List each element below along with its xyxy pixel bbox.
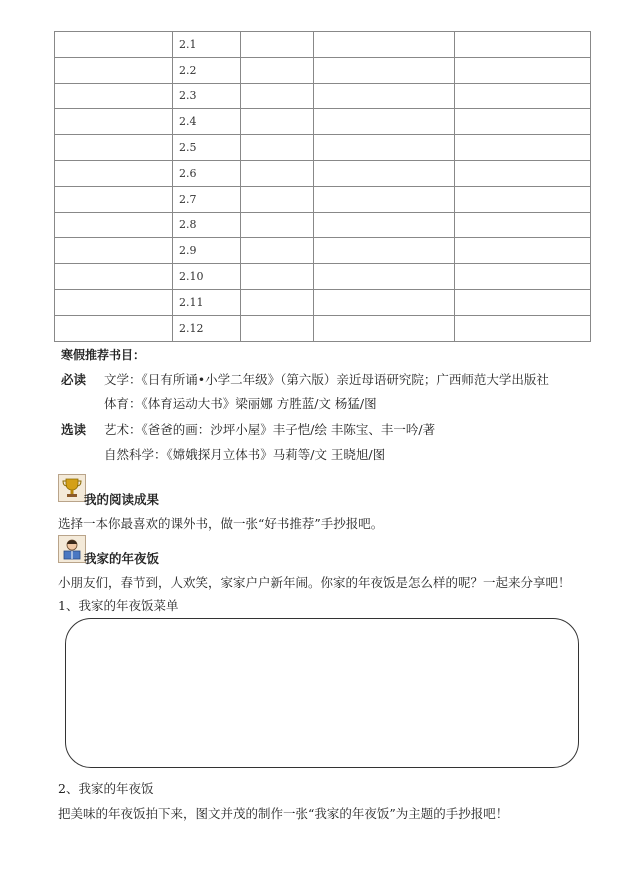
date-cell: 2.12 [173, 315, 241, 341]
empty-cell [455, 135, 591, 161]
empty-cell [55, 32, 173, 58]
required-book-1: 文学：《日有所诵•小学二年级》（第六版）亲近母语研究院；广西师范大学出版社 [104, 372, 549, 387]
table-row [55, 83, 591, 109]
reading-instruction: 选择一本你最喜欢的课外书，做一张“好书推荐”手抄报吧。 [58, 516, 384, 531]
empty-cell [241, 186, 314, 212]
empty-cell [314, 186, 455, 212]
table-row [55, 315, 591, 341]
dinner-item-1: 1、我家的年夜饭菜单 [58, 598, 179, 613]
empty-cell [55, 160, 173, 186]
empty-cell [455, 212, 591, 238]
table-row [55, 109, 591, 135]
books-heading: 寒假推荐书目： [61, 348, 146, 362]
empty-cell [55, 57, 173, 83]
empty-cell [241, 238, 314, 264]
empty-cell [314, 32, 455, 58]
dinner-menu-box [65, 618, 579, 768]
empty-cell [55, 212, 173, 238]
empty-cell [241, 83, 314, 109]
empty-cell [241, 160, 314, 186]
table-row [55, 212, 591, 238]
date-cell: 2.1 [173, 32, 241, 58]
empty-cell [314, 135, 455, 161]
table-row [55, 186, 591, 212]
empty-cell [55, 264, 173, 290]
empty-cell [455, 83, 591, 109]
empty-cell [314, 238, 455, 264]
empty-cell [455, 238, 591, 264]
empty-cell [55, 109, 173, 135]
dinner-item-2-text: 把美味的年夜饭拍下来，图文并茂的制作一张“我家的年夜饭”为主题的手抄报吧！ [58, 806, 509, 821]
date-cell: 2.4 [173, 109, 241, 135]
empty-cell [314, 160, 455, 186]
empty-cell [55, 135, 173, 161]
trophy-icon [58, 474, 86, 502]
date-cell: 2.3 [173, 83, 241, 109]
table-row [55, 289, 591, 315]
empty-cell [314, 264, 455, 290]
empty-cell [241, 212, 314, 238]
dinner-item-2: 2、我家的年夜饭 [58, 781, 154, 796]
date-cell: 2.8 [173, 212, 241, 238]
reading-log-table [54, 31, 591, 342]
table-row [55, 238, 591, 264]
empty-cell [455, 264, 591, 290]
empty-cell [55, 186, 173, 212]
empty-cell [241, 315, 314, 341]
date-cell: 2.10 [173, 264, 241, 290]
empty-cell [241, 32, 314, 58]
empty-cell [455, 109, 591, 135]
optional-label: 选读 [61, 422, 87, 437]
empty-cell [241, 57, 314, 83]
child-reading-icon [58, 535, 86, 563]
reading-title: 我的阅读成果 [84, 492, 160, 507]
date-cell: 2.2 [173, 57, 241, 83]
optional-book-2: 自然科学：《嫦娥探月立体书》马莉等/文 王晓旭/图 [104, 447, 386, 462]
empty-cell [455, 32, 591, 58]
empty-cell [314, 289, 455, 315]
empty-cell [241, 264, 314, 290]
dinner-title: 我家的年夜饭 [84, 551, 160, 566]
date-cell: 2.9 [173, 238, 241, 264]
empty-cell [314, 83, 455, 109]
empty-cell [455, 57, 591, 83]
table-row [55, 264, 591, 290]
table-row [55, 32, 591, 58]
empty-cell [455, 186, 591, 212]
empty-cell [314, 315, 455, 341]
empty-cell [55, 315, 173, 341]
empty-cell [455, 289, 591, 315]
dinner-intro: 小朋友们，春节到，人欢笑，家家户户新年闹。你家的年夜饭是怎么样的呢？一起来分享吧！ [58, 575, 571, 590]
empty-cell [241, 135, 314, 161]
date-cell: 2.11 [173, 289, 241, 315]
empty-cell [455, 315, 591, 341]
empty-cell [55, 83, 173, 109]
empty-cell [241, 109, 314, 135]
empty-cell [241, 289, 314, 315]
required-label: 必读 [61, 372, 87, 387]
empty-cell [314, 212, 455, 238]
date-cell: 2.5 [173, 135, 241, 161]
table-row [55, 57, 591, 83]
table-row [55, 135, 591, 161]
optional-book-1: 艺术：《爸爸的画：沙坪小屋》丰子恺/绘 丰陈宝、丰一吟/著 [104, 422, 436, 437]
date-cell: 2.7 [173, 186, 241, 212]
empty-cell [314, 109, 455, 135]
empty-cell [455, 160, 591, 186]
empty-cell [55, 238, 173, 264]
empty-cell [55, 289, 173, 315]
empty-cell [314, 57, 455, 83]
required-book-2: 体育：《体育运动大书》梁丽娜 方胜蓝/文 杨猛/图 [104, 396, 377, 411]
table-row [55, 160, 591, 186]
date-cell: 2.6 [173, 160, 241, 186]
